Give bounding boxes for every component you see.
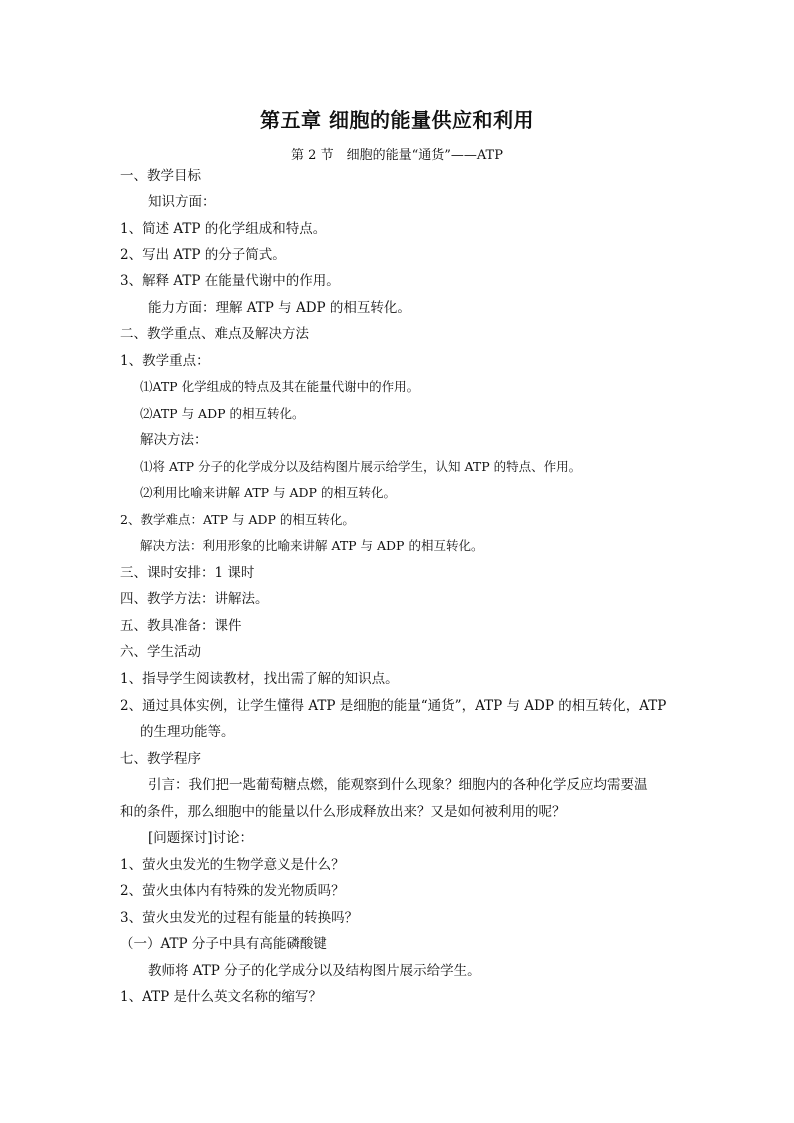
heading-teaching-procedure: 七、教学程序 [120,751,201,767]
intro-paragraph-line-2: 和的条件，那么细胞中的能量以什么形成释放出来？又是如何被利用的呢？ [120,804,566,820]
difficult-solution: 解决方法：利用形象的比喻来讲解 ATP 与 ADP 的相互转化。 [140,538,484,553]
heading-student-activities: 六、学生活动 [120,644,201,660]
chapter-title: 第五章 细胞的能量供应和利用 [260,108,534,132]
ability-aspect: 能力方面：理解 ATP 与 ADP 的相互转化。 [148,300,411,316]
discussion-label: [问题探讨]讨论： [148,830,254,846]
discussion-question-3: 3、萤火虫发光的过程有能量的转换吗？ [120,910,359,926]
key-point-2: ⑵ATP 与 ADP 的相互转化。 [140,406,305,421]
key-point-1: ⑴ATP 化学组成的特点及其在能量代谢中的作用。 [140,379,420,394]
key-point-label: 1、教学重点： [120,353,210,369]
heading-teaching-aids: 五、教具准备：课件 [120,618,242,634]
section-subtitle: 第 2 节 细胞的能量“通货”——ATP [291,148,503,163]
heading-key-points: 二、教学重点、难点及解决方法 [120,326,309,342]
question-atp-abbreviation: 1、ATP 是什么英文名称的缩写？ [120,989,322,1005]
teacher-shows-structure: 教师将 ATP 分子的化学成分以及结构图片展示给学生。 [148,963,481,979]
goal-item-2: 2、写出 ATP 的分子简式。 [120,247,286,263]
section-one-heading: （一）ATP 分子中具有高能磷酸键 [120,936,327,952]
solution-2: ⑵利用比喻来讲解 ATP 与 ADP 的相互转化。 [140,485,396,500]
goal-item-1: 1、简述 ATP 的化学组成和特点。 [120,221,327,237]
solution-label: 解决方法： [140,432,208,448]
heading-class-hours: 三、课时安排：1 课时 [120,565,255,581]
heading-teaching-goals: 一、教学目标 [120,168,201,184]
heading-teaching-method: 四、教学方法：讲解法。 [120,591,269,607]
solution-1: ⑴将 ATP 分子的化学成分以及结构图片展示给学生，认知 ATP 的特点、作用。 [140,459,582,474]
difficult-point: 2、教学难点：ATP 与 ADP 的相互转化。 [120,512,355,527]
discussion-question-1: 1、萤火虫发光的生物学意义是什么？ [120,857,345,873]
activity-2-continued: 的生理功能等。 [140,724,235,740]
activity-2: 2、通过具体实例，让学生懂得 ATP 是细胞的能量“通货”，ATP 与 ADP 的相互转化，ATP [120,698,667,714]
discussion-question-2: 2、萤火虫体内有特殊的发光物质吗？ [120,883,345,899]
knowledge-aspect-label: 知识方面： [148,194,216,210]
goal-item-3: 3、解释 ATP 在能量代谢中的作用。 [120,273,340,289]
activity-1: 1、指导学生阅读教材，找出需了解的知识点。 [120,671,399,687]
intro-paragraph-line-1: 引言：我们把一匙葡萄糖点燃，能观察到什么现象？细胞内的各种化学反应均需要温 [148,777,648,793]
